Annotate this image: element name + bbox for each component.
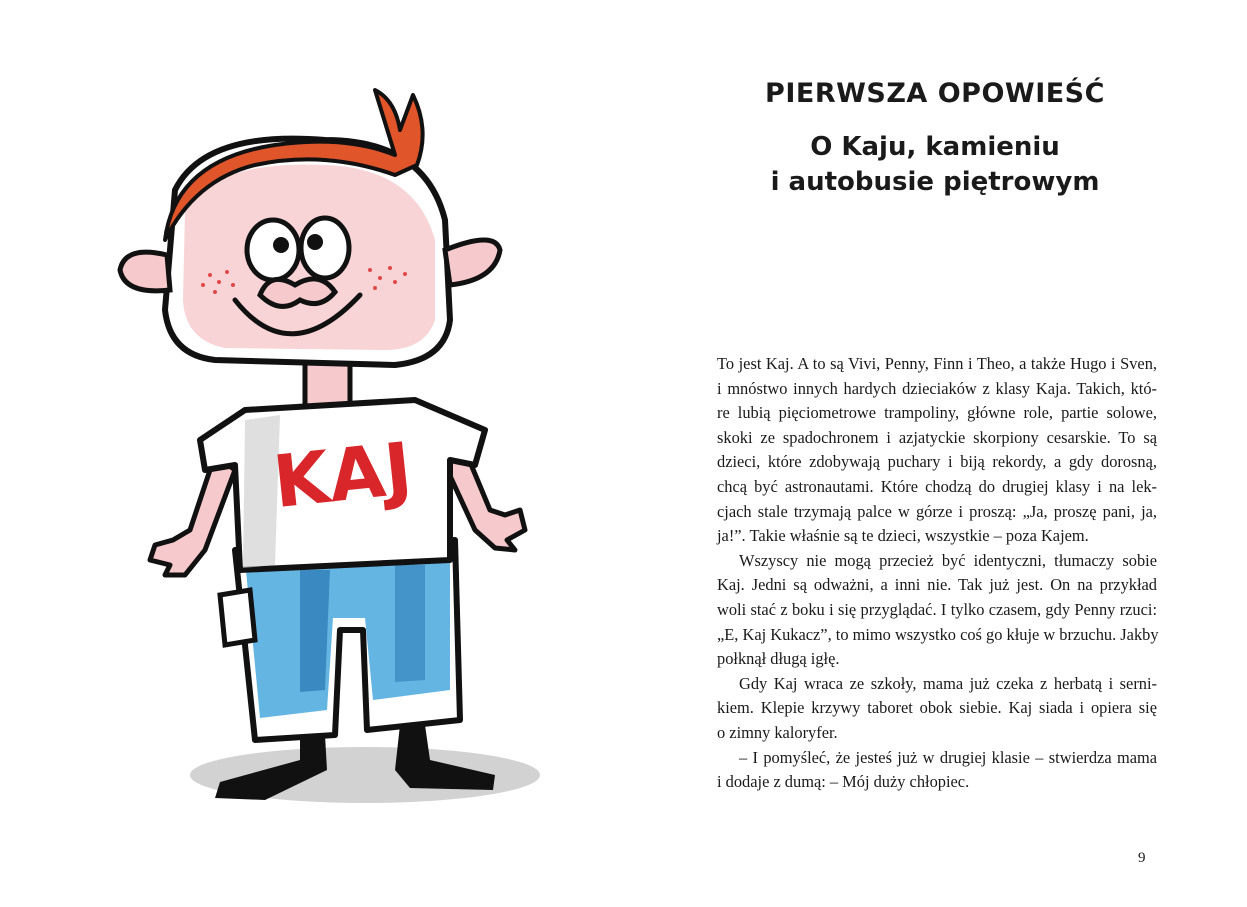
right-ear <box>445 240 500 285</box>
text-line: i dodaje z dumą: – Mój duży chłopiec. <box>717 772 970 792</box>
text-line: dzieci, które zdobywają puchary i biją rekordy, a gdy dorosną, <box>717 452 1157 472</box>
right-arm <box>445 450 525 550</box>
text-line: ja!”. Takie właśnie są te dzieci, wszystkie – poza Kajem. <box>717 526 1089 546</box>
text-line: o zimny kaloryfer. <box>717 722 838 742</box>
chapter-title-line-2: i autobusie piętrowym <box>770 167 1100 197</box>
text-line: kiem. Klepie krzywy taboret obok siebie. Kaj siada i opiera się <box>717 698 1157 718</box>
text-line: „E, Kaj Kukacz”, to mimo wszystko coś go kłuje w brzuchu. Jakby <box>717 624 1159 644</box>
text-line: To jest Kaj. A to są Vivi, Penny, Finn i Theo, a także Hugo i Sven, <box>717 354 1157 373</box>
text-line: re lubią pięciometrowe trampoliny, główne role, partie solowe, <box>717 403 1157 423</box>
text-line: chcą być astronautami. Które chodzą do drugiej klasy i na lek- <box>717 476 1157 496</box>
text-line: skoki ze spadochronem i azjatyckie skorpiony cesarskie. To są <box>717 427 1157 447</box>
chapter-label: PIERWSZA OPOWIEŚĆ <box>765 78 1105 109</box>
text-line: – I pomyśleć, że jesteś już w drugiej klasie – stwierdza mama <box>739 747 1157 767</box>
chapter-title <box>720 130 1150 200</box>
text-line: cjach stale trzymają palce w górze i proszą: „Ja, proszę pani, ja, <box>717 501 1157 521</box>
left-eye <box>247 220 299 280</box>
text-line: Gdy Kaj wraca ze szkoły, mama już czeka z herbatą i serni- <box>739 673 1157 693</box>
text-line: połknął długą igłę. <box>717 649 840 669</box>
text-line: Wszyscy nie mogą przecież być identyczni, tłumaczy sobie <box>739 550 1157 570</box>
text-line: woli stać z boku i się przyglądać. I tylko czasem, gdy Penny rzuci: <box>717 599 1157 619</box>
nose <box>260 279 335 307</box>
text-line: Kaj. Jedni są odważni, a inni nie. Tak już jest. On na przykład <box>717 575 1157 595</box>
story-text <box>717 352 1157 795</box>
page-number: 9 <box>1138 850 1146 866</box>
text-line: i mnóstwo innych hardych dzieciaków z klasy Kaja. Takich, któ- <box>717 378 1157 398</box>
left-ear <box>120 252 170 291</box>
left-arm <box>150 455 235 575</box>
shirt-text: KAJ <box>269 426 416 525</box>
chapter-title-line-1: O Kaju, kamieniu <box>810 132 1060 162</box>
right-eye <box>301 218 349 278</box>
boy-illustration <box>95 70 565 820</box>
